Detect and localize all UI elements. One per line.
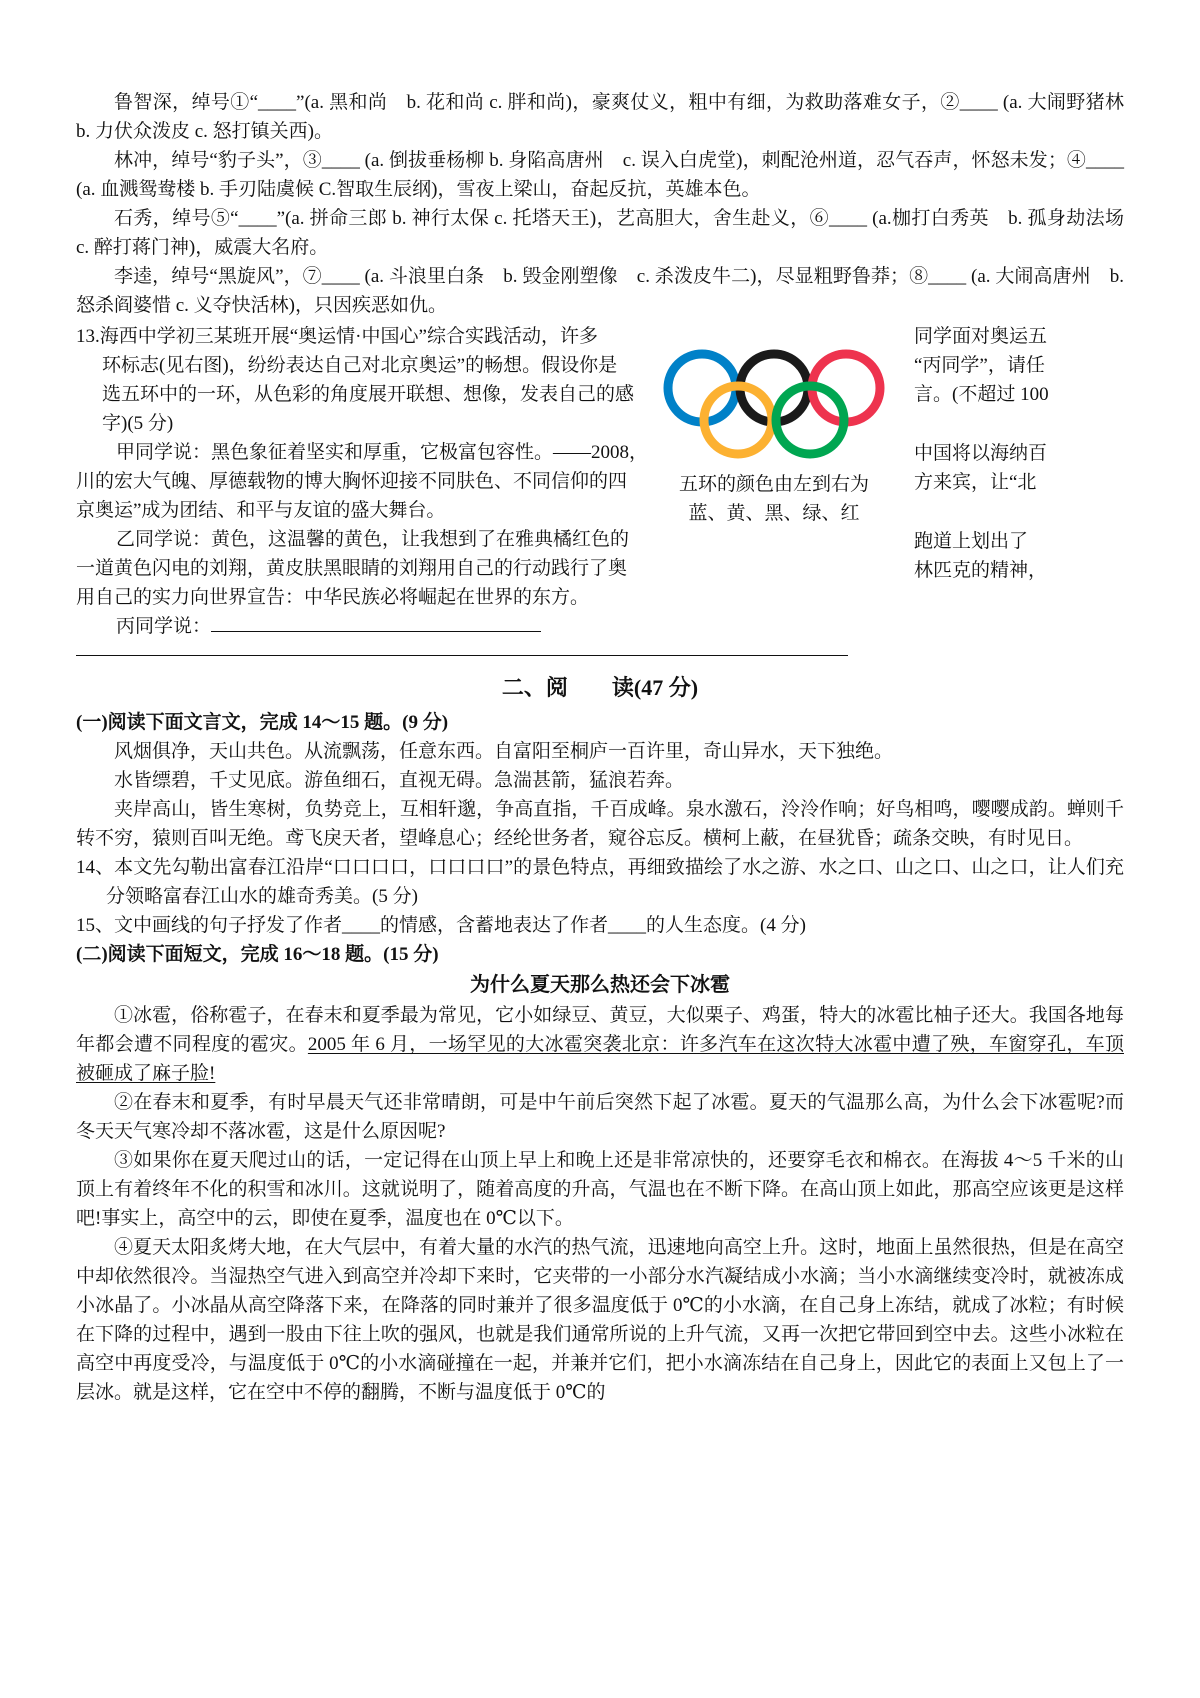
question-13-section — [76, 322, 1124, 641]
passage-paragraph-4: ④夏天太阳炙烤大地，在大气层中，有着大量的水汽的热气流，迅速地向高空上升。这时，地面上虽然很热，但是在高空中却依然很冷。当湿热空气进入到高空并冷却下来时，它夹带的一小部分水汽凝结成小水滴；当小水滴继续变冷时，就被冻成小冰晶了。小冰晶从高空降落下来，在降落的同时兼并了很多温度低于 0℃的小水滴，在自己身上冻结，就成了冰粒；有时候在下降的过程中，遇到一股由下往上吹的强风，也就是我们通常所说的上升气流，又再一次把它带回到空中去。这些小冰粒在高空中再度受冷，与温度低于 0℃的小水滴碰撞在一起，并兼并它们，把小水滴冻结在自己身上，因此它的表面上又包上了一层冰。就是这样，它在空中不停的翻腾，不断与温度低于 0℃的 — [76, 1237, 1124, 1403]
rings-caption-line-2: 蓝、黄、黑、绿、红 — [688, 503, 860, 524]
bing-student-label: 丙同学说： — [116, 616, 212, 637]
passage-paragraph-1 — [76, 1001, 1124, 1088]
q13-text-line: 13.海西中学初三某班开展“奥运情·中国心”综合实践活动，许多 — [76, 326, 598, 347]
wenyan-paragraph-3: 夹岸高山，皆生寒树，负势竞上，互相轩邈，争高直指，千百成峰。泉水激石，泠泠作响；好鸟相鸣，嘤嘤成韵。蝉则千转不穷，猿则百叫无绝。鸢飞戾天者，望峰息心；经纶世务者，窥谷忘反。横柯上蔽，在昼犹昏；疏条交映，有时见日。 — [76, 799, 1124, 849]
q13-text-line: 同学面对奥运五 — [914, 326, 1048, 347]
q13-text-line: 环标志(见右图)，纷纷表达自己对北京奥运”的畅想。假设你是 — [102, 355, 618, 376]
q13-text-line: 字)(5 分) — [102, 413, 174, 434]
q13-text-line: 甲同学说：黑色象征着坚实和厚重，它极富包容性。——2008， — [116, 442, 649, 463]
question-13-left-text — [76, 322, 650, 641]
answer-continuation-blank — [76, 641, 848, 656]
q13-text-line: 用自己的实力向世界宣告：中华民族必将崛起在世界的东方。 — [76, 587, 590, 608]
nickname-paragraph-lin-chong: 林冲，绰号“豹子头”，③____ (a. 倒拔垂杨柳 b. 身陷高唐州 c. 误入白虎堂)，刺配沧州道，忍气吞声，怀怒未发；④____ (a. 血溅鸳鸯楼 b. 手刃陆虞候 C.智取生辰纲)，雪夜上梁山，奋起反抗，英雄本色。 — [76, 150, 1124, 200]
q13-right-group-2 — [914, 439, 1124, 497]
nickname-paragraph-shi-xiu: 石秀，绰号⑤“____”(a. 拼命三郎 b. 神行太保 c. 托塔天王)，艺高胆大，舍生赴义，⑥____ (a.枷打白秀英 b. 孤身劫法场 c. 醉打蒋门神)，威震大名府。 — [76, 208, 1144, 258]
passage-paragraph-1-underlined-text: 2005 年 6 月，一场罕见的大冰雹突袭北京：许多汽车在这次特大冰雹中遭了殃，车窗穿孔，车顶被砸成了麻子脸! — [76, 1034, 1124, 1084]
answer-blank — [211, 617, 541, 632]
nickname-paragraph-li-kui: 李逵，绰号“黑旋风”，⑦____ (a. 斗浪里白条 b. 毁金刚塑像 c. 杀泼皮牛二)，尽显粗野鲁莽；⑧____ (a. 大闹高唐州 b. 怒杀阎婆惜 c. 义夺快活林)，只因疾恶如仇。 — [76, 266, 1124, 316]
q13-text-line: 一道黄色闪电的刘翔，黄皮肤黑眼睛的刘翔用自己的行动践行了奥 — [76, 558, 628, 579]
q13-text-line: 言。(不超过 100 — [914, 384, 1049, 405]
passage-paragraph-2: ②在春末和夏季，有时早晨天气还非常晴朗，可是中午前后突然下起了冰雹。夏天的气温那么高，为什么会下冰雹呢?而冬天天气寒冷却不落冰雹，这是什么原因呢? — [76, 1092, 1124, 1142]
q13-text-line: 方来宾，让“北 — [914, 472, 1037, 493]
question-13-right-text — [898, 322, 1124, 615]
q13-text-line: 川的宏大气魄、厚德载物的博大胸怀迎接不同肤色、不同信仰的四 — [76, 471, 628, 492]
nickname-fill-in-section — [76, 88, 1144, 320]
section-2-heading: 二、阅 读(47 分) — [501, 675, 699, 700]
part-2-header: (二)阅读下面短文，完成 16～18 题。(15 分) — [76, 944, 439, 965]
q13-right-group-3 — [914, 527, 1124, 585]
olympic-rings-image — [658, 346, 890, 464]
passage-title: 为什么夏天那么热还会下冰雹 — [470, 974, 730, 996]
question-14: 14、本文先勾勒出富春江沿岸“口口口口，口口口口”的景色特点，再细致描绘了水之游、水之口、山之口、山之口，让人们充分领略富春江山水的雄奇秀美。(5 分) — [76, 857, 1124, 907]
passage-paragraph-3: ③如果你在夏天爬过山的话，一定记得在山顶上早上和晚上还是非常凉快的，还要穿毛衣和棉衣。在海拔 4～5 千米的山顶上有着终年不化的积雪和冰川。这就说明了，随着高度的升高，气温也在不断下降。在高山顶上如此，那高空应该更是这样吧!事实上，高空中的云，即使在夏季，温度也在 0℃以下。 — [76, 1150, 1124, 1229]
passage-paragraph-1-text: ①冰雹，俗称雹子，在春末和夏季最为常见，它小如绿豆、黄豆，大似栗子、鸡蛋，特大的冰雹比柚子还大。我国各地每年都会遭不同程度的雹灾。 — [76, 1005, 1124, 1055]
part-1-header: (一)阅读下面文言文，完成 14～15 题。(9 分) — [76, 712, 449, 733]
bing-student-answer-line — [76, 612, 650, 641]
wenyan-paragraph-1: 风烟俱净，天山共色。从流飘荡，任意东西。自富阳至桐庐一百许里，奇山异水，天下独绝。 — [114, 741, 894, 762]
q13-text-line: 跑道上划出了 — [914, 531, 1029, 552]
q13-text-line: 选五环中的一环，从色彩的角度展开联想、想像，发表自己的感 — [102, 384, 635, 405]
q13-text-line: 林匹克的精神， — [914, 560, 1048, 581]
q13-right-group-1 — [914, 322, 1124, 409]
question-15: 15、文中画线的句子抒发了作者____的情感，含蓄地表达了作者____的人生态度。(4 分) — [76, 915, 806, 936]
q13-text-line: “丙同学”，请任 — [914, 355, 1045, 376]
rings-caption-line-1: 五环的颜色由左到右为 — [678, 474, 869, 495]
q13-text-line: 中国将以海纳百 — [914, 443, 1048, 464]
olympic-rings-figure — [650, 322, 898, 528]
wenyan-paragraph-2: 水皆缥碧，千丈见底。游鱼细石，直视无碍。急湍甚箭，猛浪若奔。 — [114, 770, 685, 791]
q13-text-line: 乙同学说：黄色，这温馨的黄色，让我想到了在雅典橘红色的 — [116, 529, 630, 550]
nickname-paragraph-lu-zhishen: 鲁智深，绰号①“____”(a. 黑和尚 b. 花和尚 c. 胖和尚)，豪爽仗义，粗中有细，为救助落难女子，②____ (a. 大闹野猪林 b. 力伏众泼皮 c. 怒打镇关西)。 — [76, 92, 1144, 142]
q13-text-line: 京奥运”成为团结、和平与友谊的盛大舞台。 — [76, 500, 446, 521]
